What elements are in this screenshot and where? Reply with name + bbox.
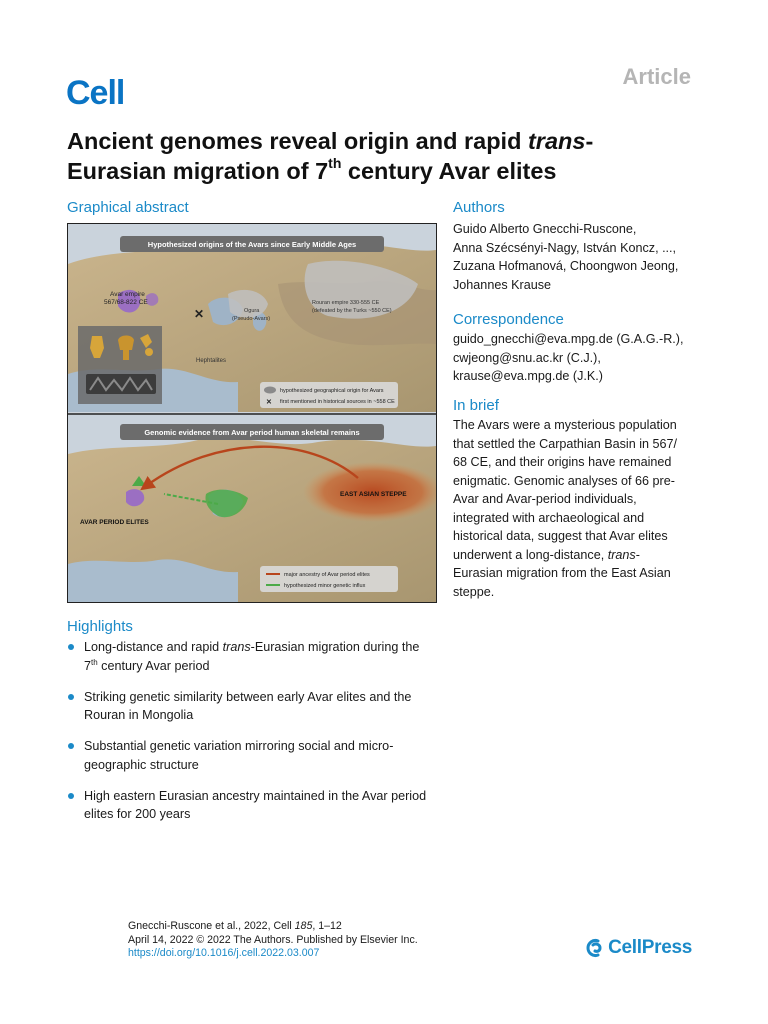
first-mention-legend-icon: ✕ <box>266 399 272 406</box>
highlight-text: Long-distance and rapid <box>84 640 223 654</box>
highlight-text: Striking genetic similarity between early Avar elites and the <box>84 689 412 704</box>
top-panel-title: Hypothesized origins of the Avars since Early Middle Ages <box>147 240 357 249</box>
in-brief-line-text: underwent a long-distance, <box>453 547 608 562</box>
east-asian-steppe-label: EAST ASIAN STEPPE <box>340 491 407 498</box>
legend-first-text: first mentioned in historical sources in ~558 CE <box>280 399 395 405</box>
avar-empire-dates: 567/68-822 CE <box>104 299 148 306</box>
graphical-abstract-heading: Graphical abstract <box>67 199 189 216</box>
correspondence-heading: Correspondence <box>453 311 564 328</box>
hephtalites-label: Hephtalites <box>196 358 227 364</box>
ogura-label: Ogura <box>244 308 260 314</box>
pseudo-avars-label: (Pseudo-Avars) <box>232 316 271 322</box>
citation-footer <box>128 920 418 961</box>
highlights-heading: Highlights <box>67 618 133 635</box>
highlight-sup: th <box>91 657 98 667</box>
legend-minor-text: hypothesized minor genetic influx <box>284 583 366 589</box>
bottom-panel-map <box>68 415 436 602</box>
highlight-text: Rouran in Mongolia <box>84 708 194 722</box>
in-brief-line: Avar and Avar-period individuals, <box>453 492 637 506</box>
title-trans: trans <box>527 128 586 154</box>
cellpress-mark-icon <box>585 938 605 958</box>
author-line: Guido Alberto Gnecchi-Ruscone, <box>453 222 637 236</box>
top-panel-map <box>68 224 436 412</box>
title-part1: Ancient genomes reveal origin and rapid <box>67 128 528 154</box>
legend-major-text: major ancestry of Avar period elites <box>284 572 370 578</box>
highlight-trans: trans <box>222 640 251 654</box>
first-mention-marker-icon: ✕ <box>194 307 205 321</box>
highlight-item <box>67 688 447 725</box>
in-brief-line: historical data, suggest that Avar elites <box>453 529 668 543</box>
avar-elites-label: AVAR PERIOD ELITES <box>80 519 149 526</box>
in-brief-line: that settled the Carpathian Basin in 567/ <box>453 436 678 451</box>
highlight-item <box>67 787 447 824</box>
in-brief-line: integrated with archaeological and <box>453 510 645 525</box>
highlight-text: 7 <box>84 658 92 673</box>
highlight-text: -Eurasian migration during the <box>250 640 420 654</box>
legend-origin-text: hypothesized geographical origin for Avars <box>280 388 384 394</box>
highlight-text: geographic structure <box>84 757 199 772</box>
email-link[interactable]: cwjeong@snu.ac.kr (C.J.), <box>453 350 601 365</box>
in-brief-dash: - <box>635 547 640 562</box>
citation-volume: 185 <box>294 920 313 932</box>
in-brief-trans: trans <box>607 547 636 562</box>
authors-heading: Authors <box>453 199 505 216</box>
highlight-text: High eastern Eurasian ancestry maintained in the Avar period <box>84 788 427 803</box>
highlight-text: century Avar period <box>97 658 210 673</box>
graphical-abstract-figure <box>67 223 437 603</box>
rouran-sub-label: (defeated by the Turks ~550 CE) <box>312 308 392 314</box>
avar-empire-label: Avar empire <box>110 291 145 298</box>
title-line2b: century Avar elites <box>341 158 557 184</box>
title-part2: - <box>585 128 594 154</box>
cellpress-text: CellPress <box>608 937 692 958</box>
highlight-item <box>67 638 447 675</box>
highlight-text: elites for 200 years <box>84 807 191 821</box>
author-line: Zuzana Hofmanová, Choongwon Jeong, <box>453 259 679 273</box>
cell-logo: Cell <box>66 74 125 112</box>
highlight-text: Substantial genetic variation mirroring social and micro- <box>84 739 394 753</box>
author-line: Anna Szécsényi-Nagy, István Koncz, ..., <box>453 240 677 255</box>
title-line2a: Eurasian migration of 7 <box>67 158 329 184</box>
title-sup: th <box>328 155 342 172</box>
in-brief-line: The Avars were a mysterious population <box>453 418 677 432</box>
in-brief-heading: In brief <box>453 397 499 414</box>
date-line: April 14, 2022 © 2022 The Authors. Published by Elsevier Inc. <box>128 933 418 946</box>
in-brief-line: steppe. <box>453 584 495 599</box>
email-link[interactable]: guido_gnecchi@eva.mpg.de (G.A.G.-R.), <box>453 332 684 346</box>
in-brief-line <box>453 546 703 565</box>
email-link[interactable]: krause@eva.mpg.de (J.K.) <box>453 369 603 383</box>
correspondence-list <box>453 330 703 386</box>
citation-line <box>128 920 418 934</box>
in-brief-line: Eurasian migration from the East Asian <box>453 566 671 580</box>
in-brief-text <box>453 416 703 601</box>
doi-link[interactable]: https://doi.org/10.1016/j.cell.2022.03.007 <box>128 947 320 959</box>
citation-text: Gnecchi-Ruscone et al., 2022, Cell <box>128 920 295 932</box>
citation-pages: , 1–12 <box>312 920 342 932</box>
rouran-label: Rouran empire 330-555 CE <box>312 300 380 306</box>
in-brief-line: enigmatic. Genomic analyses of 66 pre- <box>453 473 675 488</box>
article-title <box>67 126 687 186</box>
bottom-panel-title: Genomic evidence from Avar period human skeletal remains <box>144 428 360 437</box>
article-type-label: Article <box>622 64 691 89</box>
highlights-list <box>67 638 447 836</box>
cellpress-logo <box>585 937 692 959</box>
highlight-item <box>67 737 447 774</box>
origin-legend-icon <box>264 387 276 394</box>
author-line: Johannes Krause <box>453 277 552 292</box>
authors-list <box>453 220 703 294</box>
in-brief-line: 68 CE, and their origins have remained <box>453 455 672 469</box>
